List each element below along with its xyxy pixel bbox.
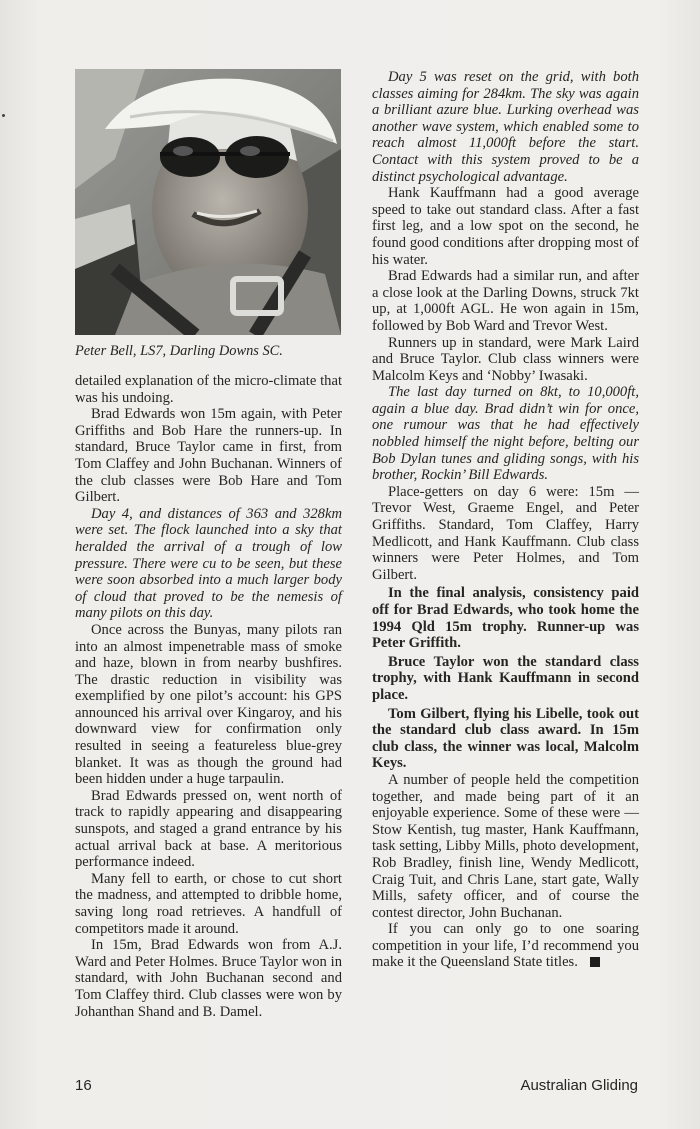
article-column-left: [75, 373, 342, 1020]
paragraph-text: The last day turned on 8kt, to 10,000ft, again a blue day. Brad didn’t win for once, one rumour was that he had effectively nobbled himself the night before, belting our Bob Dylan tunes and gliding songs, with his brother, Rockin’ Bill Edwards.: [372, 384, 639, 484]
article-paragraph: [75, 622, 342, 788]
article-paragraph: [372, 772, 639, 921]
article-paragraph: [372, 585, 639, 651]
end-of-article-mark: [590, 957, 600, 967]
print-speck: [2, 114, 5, 117]
article-paragraph: [372, 185, 639, 268]
paragraph-text: A number of people held the competition together, and made being part of it an enjoyable experience. Some of these were —Stow Kentish, tug master, Hank Kauffmann, task setting, Libby Mills, photo development, Rob Bradley, finish line, Wendy Medlicott, Craig Tuit, and Chris Lane, start gate, Wally Mills, safety officer, and of course the contest director, John Buchanan.: [372, 771, 639, 921]
article-paragraph: [372, 484, 639, 584]
paragraph-text: detailed explanation of the micro-climate that was his undoing.: [75, 373, 342, 406]
page-number: 16: [75, 1077, 92, 1094]
paragraph-text: Tom Gilbert, flying his Libelle, took out the standard club class award. In 15m club class, the winner was local, Malcolm Keys.: [372, 705, 639, 772]
article-paragraph: [372, 654, 639, 704]
paragraph-text: Bruce Taylor won the standard class trophy, with Hank Kauffmann in second place.: [372, 653, 639, 703]
article-paragraph: [75, 937, 342, 1020]
article-column-right: [372, 69, 639, 971]
pilot-photo: [75, 69, 341, 335]
paragraph-text: Place-getters on day 6 were: 15m — Trevor West, Graeme Engel, and Peter Griffiths. Standard, Tom Claffey, Harry Medlicott, and Hank Kauffmann. Club class winners were Peter Holmes, and Tom Gilbert.: [372, 483, 639, 583]
article-paragraph: [75, 506, 342, 622]
paragraph-text: Many fell to earth, or chose to cut short the madness, and attempted to dribble home, saving long road retrieves. A handfull of competitors made it around.: [75, 870, 342, 937]
paragraph-text: In the final analysis, consistency paid off for Brad Edwards, who took home the 1994 Qld 15m trophy. Runner-up was Peter Griffith.: [372, 585, 639, 652]
paragraph-text: Hank Kauffmann had a good average speed to take out standard class. After a fast first leg, and a low spot on the second, he found good conditions after dropping most of his water.: [372, 185, 639, 268]
paragraph-text: Brad Edwards won 15m again, with Peter Griffiths and Bob Hare the runners-up. In standard, Bruce Taylor came in first, from Tom Claffey and John Buchanan. Winners of the club classes were Bob Hare and Tom Gilbert.: [75, 406, 342, 506]
paragraph-text: Brad Edwards pressed on, went north of track to rapidly appearing and disappearing sunspots, and staged a grand entrance by his actual arrival back at base. A meritorious performance indeed.: [75, 787, 342, 871]
magazine-title: Australian Gliding: [520, 1077, 638, 1094]
article-paragraph: [75, 788, 342, 871]
article-paragraph: [372, 335, 639, 385]
photo-caption: Peter Bell, LS7, Darling Downs SC.: [75, 343, 283, 359]
article-paragraph: [372, 706, 639, 772]
article-paragraph: [372, 384, 639, 484]
paragraph-text: Day 5 was reset on the grid, with both classes aiming for 284km. The sky was again a brilliant azure blue. Lurking overhead was another wave system, which enabled some to reach almost 11,000ft before the start. Contact with this system proved to be a distinct psychological advantage.: [372, 69, 639, 185]
article-paragraph: [372, 69, 639, 185]
paragraph-text: Day 4, and distances of 363 and 328km were set. The flock launched into a sky that heralded the arrival of a trough of low pressure. There were cu to be seen, but these were soon absorbed into a much larger body of cloud that proved to be the nemesis of many pilots on this day.: [75, 505, 342, 622]
article-paragraph: [372, 268, 639, 334]
article-paragraph: [75, 373, 342, 406]
paragraph-text: Once across the Bunyas, many pilots ran into an almost impenetrable mass of smoke and haze, blown in from nearby bushfires. The drastic reduction in visibility was exemplified by one pilot’s account: his GPS announced his arrival over Kingaroy, and his downward view for confirmation only resulted in seeing a featureless blue-grey blanket. It was as though the ground had been hidden under a huge tarpaulin.: [75, 621, 342, 788]
article-paragraph: [75, 871, 342, 937]
paragraph-text: If you can only go to one soaring competition in your life, I’d recommend you make it the Queensland State titles.: [372, 921, 639, 971]
paragraph-text: Brad Edwards had a similar run, and after a close look at the Darling Downs, struck 7kt up, at 1,000ft AGL. He won again in 15m, followed by Bob Ward and Trevor West.: [372, 268, 639, 334]
paragraph-text: Runners up in standard, were Mark Laird and Bruce Taylor. Club class winners were Malcolm Keys and ‘Nobby’ Iwasaki.: [372, 334, 639, 384]
pilot-portrait-image: [75, 69, 341, 335]
paragraph-text: In 15m, Brad Edwards won from A.J. Ward and Peter Holmes. Bruce Taylor won in standard, with John Buchanan second and Tom Claffey third. Club classes were won by Johanthan Shand and B. Damel.: [75, 937, 342, 1020]
article-paragraph: [372, 921, 639, 971]
article-paragraph: [75, 406, 342, 506]
